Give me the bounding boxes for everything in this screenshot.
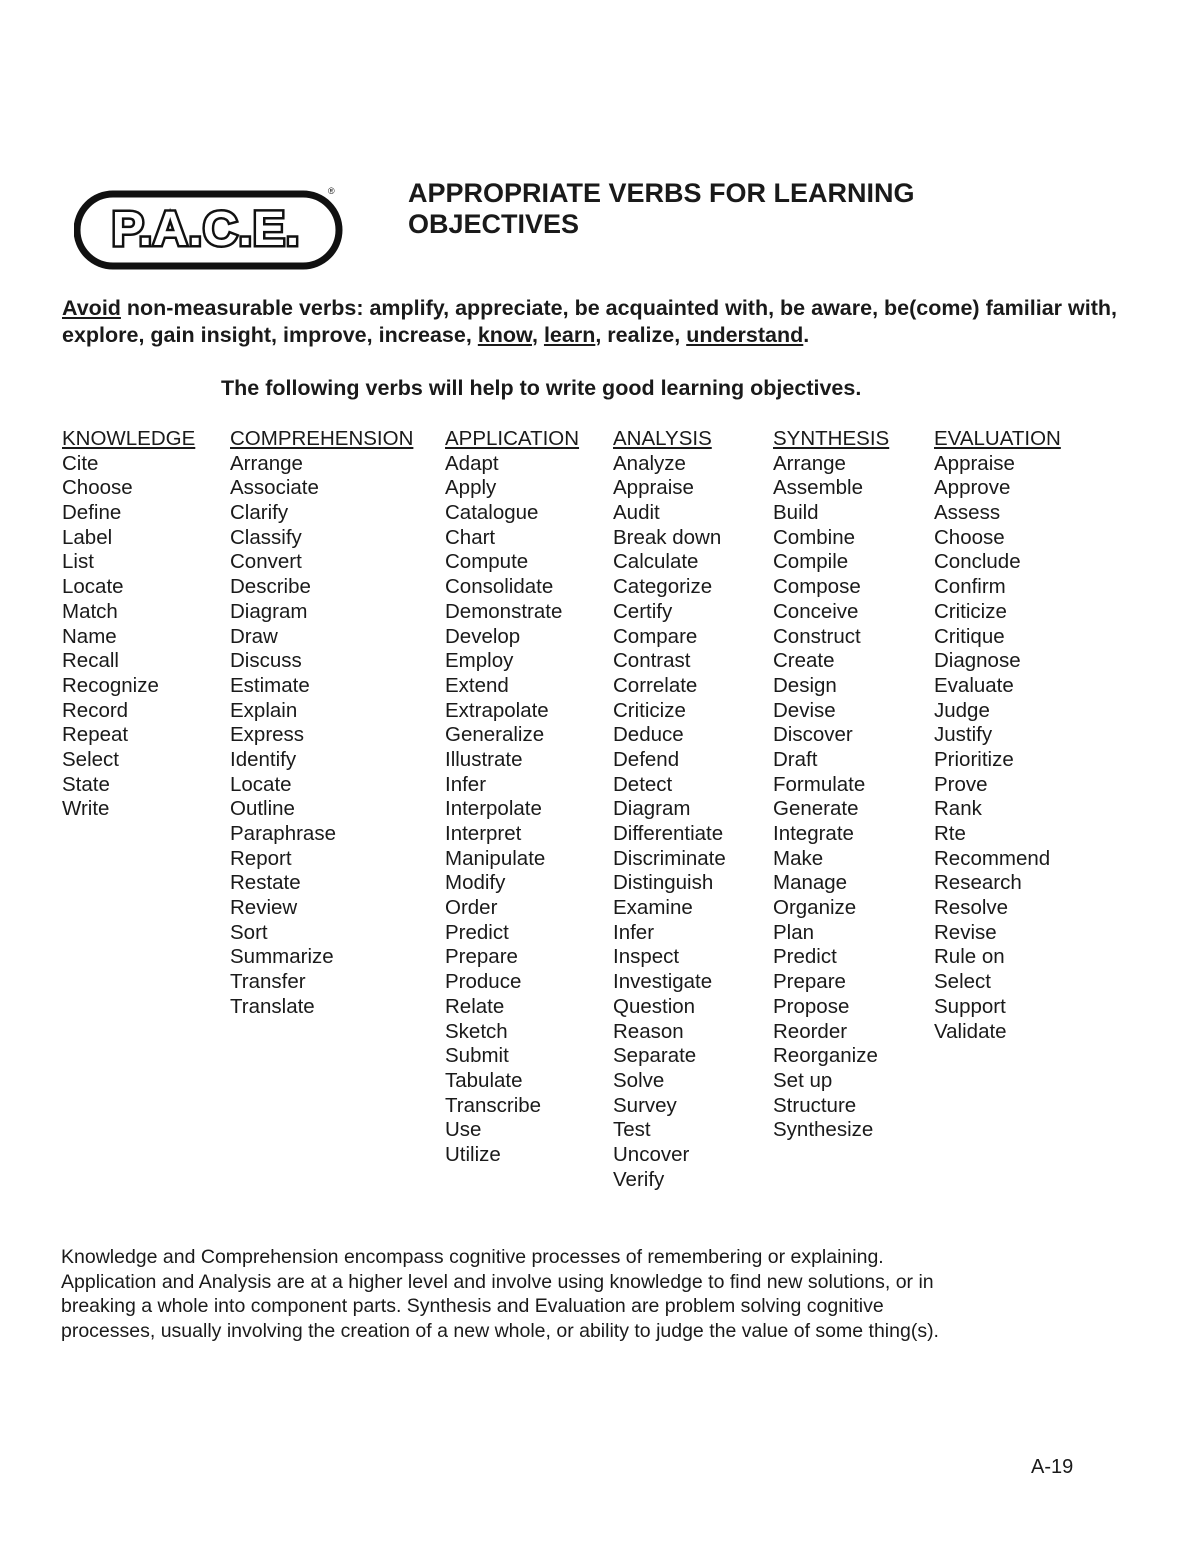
avoid-sep-3: , bbox=[674, 323, 681, 347]
logo-registered-mark: ® bbox=[328, 186, 335, 196]
verb-item: Calculate bbox=[613, 550, 699, 574]
verb-list bbox=[445, 452, 579, 1168]
verb-item: Compare bbox=[613, 624, 698, 648]
verb-item: Justify bbox=[934, 723, 993, 747]
verb-item: Research bbox=[934, 871, 1022, 895]
avoid-end: . bbox=[803, 323, 810, 347]
verb-item: Build bbox=[773, 501, 819, 525]
avoid-word-understand: understand bbox=[686, 323, 804, 347]
summary-line: breaking a whole into component parts. Synthesis and Evaluation are problem solving cognitive bbox=[61, 1295, 884, 1318]
verb-item: Reason bbox=[613, 1019, 684, 1043]
verb-list bbox=[613, 452, 726, 1193]
verb-item: Select bbox=[62, 747, 119, 771]
verb-list bbox=[773, 452, 889, 1143]
verb-item: Detect bbox=[613, 772, 673, 796]
verb-item: Discuss bbox=[230, 649, 302, 673]
verb-item: Employ bbox=[445, 649, 514, 673]
column-evaluation bbox=[934, 427, 1061, 1044]
verb-item: Reorganize bbox=[773, 1044, 878, 1068]
verb-item: Conclude bbox=[934, 550, 1021, 574]
verb-item: Judge bbox=[934, 698, 990, 722]
column-heading: APPLICATION bbox=[445, 427, 580, 450]
verb-item: Certify bbox=[613, 599, 673, 623]
logo-text: P.A.C.E. bbox=[111, 203, 301, 256]
verb-item: Relate bbox=[445, 994, 505, 1018]
verb-item: Demonstrate bbox=[445, 599, 563, 623]
summary-paragraph bbox=[61, 1245, 1061, 1344]
verb-item: Analyze bbox=[613, 451, 686, 475]
verb-item: Differentiate bbox=[613, 822, 724, 845]
verb-item: Classify bbox=[230, 525, 302, 549]
verb-item: Name bbox=[62, 624, 117, 648]
verb-item: Choose bbox=[62, 476, 133, 500]
verb-item: Consolidate bbox=[445, 575, 554, 599]
verb-item: Design bbox=[773, 673, 837, 697]
verb-item: Prepare bbox=[773, 970, 846, 994]
verb-item: Sketch bbox=[445, 1019, 508, 1043]
verb-item: Inspect bbox=[613, 945, 680, 969]
verb-item: Generate bbox=[773, 797, 859, 821]
verb-item: Recommend bbox=[934, 846, 1051, 870]
verb-item: Describe bbox=[230, 575, 311, 599]
avoid-sep-1: , bbox=[465, 323, 472, 347]
verb-item: Locate bbox=[230, 772, 292, 796]
verb-item: Restate bbox=[230, 871, 301, 895]
verb-item: Interpolate bbox=[445, 797, 542, 821]
verb-item: Summarize bbox=[230, 945, 334, 969]
verb-item: Illustrate bbox=[445, 747, 523, 771]
verb-item: Separate bbox=[613, 1044, 697, 1068]
verb-item: Catalogue bbox=[445, 501, 539, 525]
verb-item: Review bbox=[230, 896, 298, 920]
verb-item: Infer bbox=[613, 920, 655, 944]
verb-item: Apply bbox=[445, 476, 497, 500]
avoid-label: Avoid bbox=[62, 296, 121, 320]
verb-item: Prove bbox=[934, 772, 988, 796]
verb-item: Outline bbox=[230, 797, 295, 821]
verb-item: Express bbox=[230, 723, 305, 747]
verb-item: Write bbox=[62, 797, 110, 821]
verb-item: Locate bbox=[62, 575, 124, 599]
verb-item: Compute bbox=[445, 550, 529, 574]
verb-item: Contrast bbox=[613, 649, 691, 673]
verb-item: Match bbox=[62, 599, 118, 623]
avoid-text-a: non-measurable verbs: amplify, appreciate, be acquainted with, be aware, be(come) familiar with, explore, gain insight, improve, increase bbox=[62, 296, 1117, 347]
verb-item: Defend bbox=[613, 747, 680, 771]
verb-item: Assemble bbox=[773, 476, 864, 500]
verb-item: Devise bbox=[773, 698, 836, 722]
verb-item: Identify bbox=[230, 747, 297, 771]
verb-item: Prepare bbox=[445, 945, 518, 969]
verb-item: Criticize bbox=[934, 599, 1007, 623]
verb-item: Confirm bbox=[934, 575, 1006, 599]
column-comprehension bbox=[230, 427, 413, 1020]
verb-item: Verify bbox=[613, 1167, 665, 1191]
verb-item: Propose bbox=[773, 994, 850, 1018]
verb-item: Define bbox=[62, 501, 122, 525]
verb-item: Explain bbox=[230, 698, 298, 722]
avoid-word-know: know bbox=[477, 323, 532, 347]
verb-item: Associate bbox=[230, 476, 319, 500]
verb-item: Infer bbox=[445, 772, 487, 796]
verb-item: Integrate bbox=[773, 822, 854, 845]
verb-item: Tabulate bbox=[445, 1068, 523, 1092]
verb-item: Break down bbox=[613, 525, 722, 549]
verb-item: Order bbox=[445, 896, 498, 920]
verb-item: Revise bbox=[934, 920, 997, 944]
verb-item: Correlate bbox=[613, 673, 698, 697]
verb-item: Draft bbox=[773, 747, 818, 771]
column-heading: ANALYSIS bbox=[613, 427, 712, 450]
verb-item: Rank bbox=[934, 797, 982, 821]
verb-item: Assess bbox=[934, 501, 1001, 525]
verb-item: Use bbox=[445, 1118, 482, 1142]
verb-item: Uncover bbox=[613, 1142, 690, 1166]
verb-item: Distinguish bbox=[613, 871, 714, 895]
page-title: APPROPRIATE VERBS FOR LEARNING OBJECTIVES bbox=[408, 178, 915, 239]
verb-item: Appraise bbox=[613, 476, 694, 500]
verb-item: Compose bbox=[773, 575, 861, 599]
page-number: A-19 bbox=[1031, 1456, 1074, 1478]
verb-item: Approve bbox=[934, 476, 1011, 500]
verb-item: Appraise bbox=[934, 451, 1015, 475]
verbs-intro: The following verbs will help to write good learning objectives. bbox=[221, 376, 862, 400]
verb-item: Manipulate bbox=[445, 846, 546, 870]
verb-item: Record bbox=[62, 698, 129, 722]
verb-item: Formulate bbox=[773, 772, 866, 796]
verb-item: Combine bbox=[773, 525, 856, 549]
verb-item: Predict bbox=[773, 945, 837, 969]
verb-item: Cite bbox=[62, 451, 99, 475]
verb-item: Reorder bbox=[773, 1019, 848, 1043]
verb-item: Rule on bbox=[934, 945, 1005, 969]
verb-item: Label bbox=[62, 525, 113, 549]
verb-item: Make bbox=[773, 846, 824, 870]
verb-item: Generalize bbox=[445, 723, 545, 747]
verb-item: Test bbox=[613, 1118, 651, 1142]
verb-item: Structure bbox=[773, 1093, 857, 1117]
verb-item: Diagram bbox=[613, 797, 691, 821]
verb-item: Examine bbox=[613, 896, 693, 920]
verb-item: Discriminate bbox=[613, 846, 726, 870]
verb-item: Plan bbox=[773, 920, 815, 944]
verb-item: Manage bbox=[773, 871, 848, 895]
verb-item: Audit bbox=[613, 501, 660, 525]
verb-item: Report bbox=[230, 846, 292, 870]
verb-item: Predict bbox=[445, 920, 509, 944]
verb-item: Utilize bbox=[445, 1142, 501, 1166]
verb-item: Construct bbox=[773, 624, 861, 648]
verb-item: Convert bbox=[230, 550, 302, 574]
verb-item: Conceive bbox=[773, 599, 859, 623]
column-analysis bbox=[613, 427, 726, 1192]
verb-item: Choose bbox=[934, 525, 1005, 549]
verb-item: Recall bbox=[62, 649, 119, 673]
verb-item: Paraphrase bbox=[230, 822, 336, 845]
verb-item: Rte bbox=[934, 822, 966, 845]
column-application bbox=[445, 427, 579, 1168]
verb-item: Solve bbox=[613, 1068, 665, 1092]
verb-item: Arrange bbox=[773, 451, 846, 475]
verb-item: Create bbox=[773, 649, 835, 673]
verb-item: Diagnose bbox=[934, 649, 1021, 673]
verb-item: Categorize bbox=[613, 575, 713, 599]
verb-item: Estimate bbox=[230, 673, 310, 697]
verb-item: Produce bbox=[445, 970, 522, 994]
verb-item: Select bbox=[934, 970, 991, 994]
verb-item: State bbox=[62, 772, 110, 796]
verb-item: Translate bbox=[230, 994, 315, 1018]
column-heading: COMPREHENSION bbox=[230, 427, 414, 450]
verb-item: Transcribe bbox=[445, 1093, 542, 1117]
verb-item: Survey bbox=[613, 1093, 677, 1117]
verb-item: Develop bbox=[445, 624, 521, 648]
verb-item: Set up bbox=[773, 1068, 833, 1092]
pace-logo bbox=[74, 186, 344, 270]
column-synthesis bbox=[773, 427, 889, 1143]
verb-item: Repeat bbox=[62, 723, 129, 747]
verb-item: Support bbox=[934, 994, 1006, 1018]
verb-item: Compile bbox=[773, 550, 849, 574]
verb-item: Evaluate bbox=[934, 673, 1014, 697]
column-heading: SYNTHESIS bbox=[773, 427, 890, 450]
verb-item: Deduce bbox=[613, 723, 684, 747]
column-heading: KNOWLEDGE bbox=[62, 427, 196, 450]
verb-item: Transfer bbox=[230, 970, 306, 994]
summary-line: Knowledge and Comprehension encompass cognitive processes of remembering or explaining. bbox=[61, 1246, 884, 1268]
verb-item: Modify bbox=[445, 871, 506, 895]
summary-line: processes, usually involving the creation of a new whole, or ability to judge the value of some thing(s). bbox=[61, 1320, 939, 1343]
verb-item: Extrapolate bbox=[445, 698, 549, 722]
verb-item: Resolve bbox=[934, 896, 1009, 920]
verb-item: Discover bbox=[773, 723, 853, 747]
verb-item: Chart bbox=[445, 525, 496, 549]
verb-item: Prioritize bbox=[934, 747, 1014, 771]
verb-item: Draw bbox=[230, 624, 278, 648]
summary-line: Application and Analysis are at a higher level and involve using knowledge to find new solutions, or in bbox=[61, 1270, 934, 1293]
verb-item: Validate bbox=[934, 1019, 1007, 1043]
avoid-verbs-note bbox=[62, 295, 1142, 349]
verb-item: Investigate bbox=[613, 970, 713, 994]
verb-item: Diagram bbox=[230, 599, 308, 623]
verb-list bbox=[934, 452, 1061, 1045]
column-knowledge bbox=[62, 427, 195, 822]
verb-item: Recognize bbox=[62, 673, 159, 697]
verb-item: Sort bbox=[230, 920, 268, 944]
verb-item: Criticize bbox=[613, 698, 686, 722]
avoid-text-b: , realize bbox=[595, 323, 675, 347]
verb-item: Critique bbox=[934, 624, 1005, 648]
verb-list bbox=[230, 452, 413, 1020]
verb-item: Interpret bbox=[445, 822, 522, 845]
column-heading: EVALUATION bbox=[934, 427, 1061, 450]
verb-item: Adapt bbox=[445, 451, 499, 475]
verb-item: Arrange bbox=[230, 451, 303, 475]
verb-item: Clarify bbox=[230, 501, 289, 525]
verb-item: Question bbox=[613, 994, 696, 1018]
verb-item: Submit bbox=[445, 1044, 509, 1068]
verb-item: Extend bbox=[445, 673, 509, 697]
verb-item: List bbox=[62, 550, 94, 574]
avoid-word-learn: learn bbox=[543, 323, 596, 347]
verb-item: Organize bbox=[773, 896, 857, 920]
verb-item: Synthesize bbox=[773, 1118, 874, 1142]
avoid-sep-2: , bbox=[531, 323, 538, 347]
verb-list bbox=[62, 452, 195, 822]
